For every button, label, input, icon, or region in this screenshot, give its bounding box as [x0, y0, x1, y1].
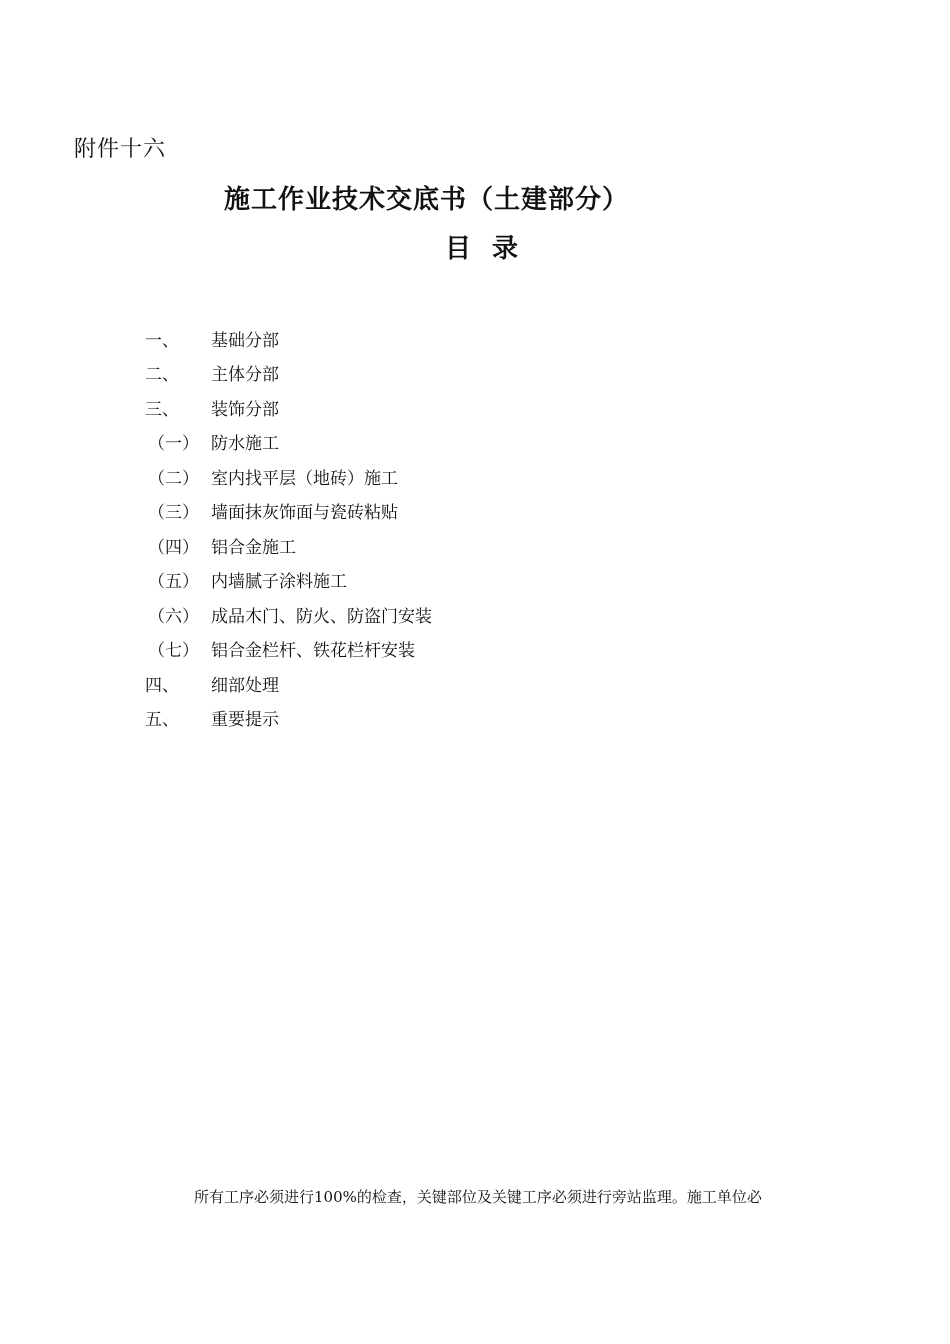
toc-item-number: （一） — [148, 434, 199, 455]
attachment-label: 附件十六 — [74, 137, 167, 162]
body-text-line: 所有工序必须进行100%的检查，关键部位及关键工序必须进行旁站监理。施工单位必 — [194, 1188, 762, 1206]
toc-item — [145, 632, 432, 667]
toc-item — [145, 563, 432, 598]
toc-item-text: 铝合金施工 — [211, 537, 296, 558]
toc-item-number: （六） — [148, 606, 199, 627]
toc-item-number: 一、 — [145, 330, 179, 351]
toc-item — [145, 390, 432, 425]
toc-item-text: 防水施工 — [211, 434, 279, 455]
toc-item-number: （二） — [148, 468, 199, 489]
toc-item — [145, 597, 432, 632]
toc-item-number: 二、 — [145, 365, 179, 386]
toc-item-text: 墙面抹灰饰面与瓷砖粘贴 — [211, 503, 398, 524]
toc-item-text: 成品木门、防火、防盗门安装 — [211, 606, 432, 627]
toc-item-text: 内墙腻子涂料施工 — [211, 572, 347, 593]
toc-item — [145, 528, 432, 563]
toc-item — [145, 494, 432, 529]
toc-item — [145, 701, 432, 736]
toc-heading: 目 录 — [445, 234, 525, 264]
toc-item — [145, 356, 432, 391]
toc-item-text: 主体分部 — [211, 365, 279, 386]
toc-item — [145, 425, 432, 460]
table-of-contents — [145, 321, 432, 735]
toc-item-number: （三） — [148, 503, 199, 524]
document-title: 施工作业技术交底书（土建部分） — [224, 185, 630, 215]
toc-item-number: （五） — [148, 572, 199, 593]
toc-item-number: 五、 — [145, 710, 179, 731]
toc-item-text: 细部处理 — [211, 675, 279, 696]
toc-item-text: 室内找平层（地砖）施工 — [211, 468, 398, 489]
toc-item-text: 装饰分部 — [211, 399, 279, 420]
toc-item-text: 铝合金栏杆、铁花栏杆安装 — [211, 641, 415, 662]
toc-item-number: 三、 — [145, 399, 179, 420]
toc-item-number: （七） — [148, 641, 199, 662]
toc-item — [145, 321, 432, 356]
toc-item — [145, 666, 432, 701]
toc-item-text: 重要提示 — [211, 710, 279, 731]
toc-item — [145, 459, 432, 494]
toc-item-number: 四、 — [145, 675, 179, 696]
toc-item-number: （四） — [148, 537, 199, 558]
toc-item-text: 基础分部 — [211, 330, 279, 351]
